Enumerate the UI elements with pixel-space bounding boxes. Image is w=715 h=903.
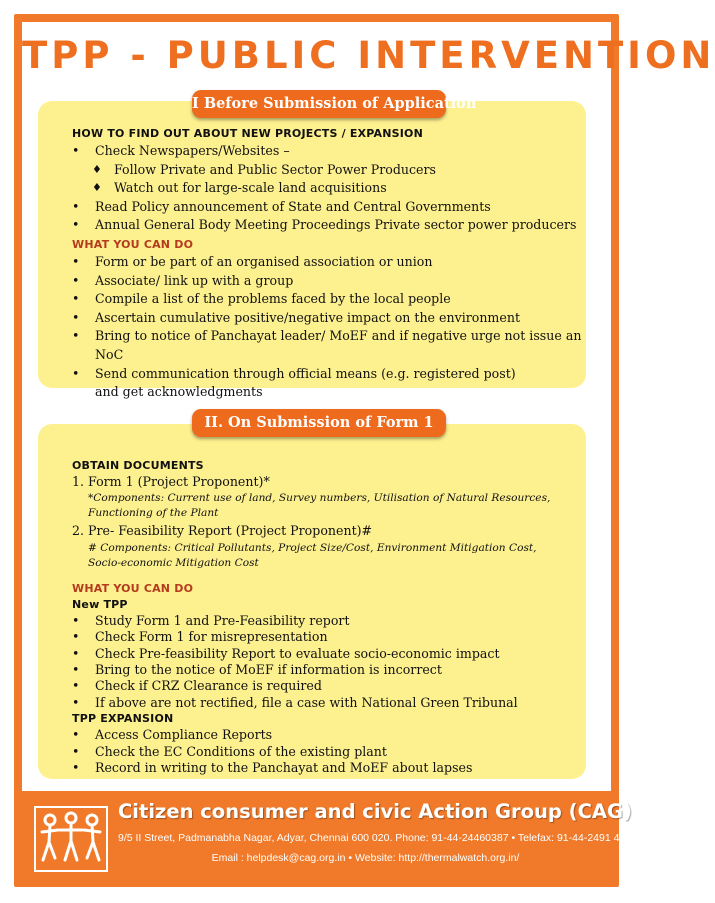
list-item: • Check if CRZ Clearance is required <box>72 678 582 694</box>
sub-list-item: ♦ Watch out for large-scale land acquisitions <box>72 179 582 198</box>
subheading-new-tpp: New TPP <box>72 597 128 611</box>
section1-header: I Before Submission of Application <box>192 90 446 118</box>
page-title: TPP - PUBLIC INTERVENTION <box>22 34 715 77</box>
subheading-tpp-expansion: TPP EXPANSION <box>72 712 174 726</box>
section1-heading-actions: WHAT YOU CAN DO <box>72 237 194 251</box>
sub-list-item: ♦ Follow Private and Public Sector Power Producers <box>72 161 582 180</box>
people-figures-icon <box>36 808 106 870</box>
list-item: • Compile a list of the problems faced by the local people <box>72 290 582 309</box>
find-list <box>72 142 582 235</box>
actions-list <box>72 253 582 402</box>
organization-address: 9/5 II Street, Padmanabha Nagar, Adyar, Chennai 600 020. Phone: 91-44-24460387 • Telefax: 91-44-2491 4358 <box>118 832 637 844</box>
list-item: • Check Form 1 for misrepresentation <box>72 629 582 645</box>
list-item: • If above are not rectified, file a case with National Green Tribunal <box>72 695 582 711</box>
section2-header: II. On Submission of Form 1 <box>192 409 446 437</box>
document-note: *Components: Current use of land, Survey numbers, Utilisation of Natural Resources, Functioning of the Plant <box>88 492 551 520</box>
documents-list <box>72 474 582 490</box>
list-item: • Read Policy announcement of State and Central Governments <box>72 198 582 217</box>
documents-list-2 <box>72 523 582 539</box>
section2-heading-actions: WHAT YOU CAN DO <box>72 581 194 595</box>
list-item: • Study Form 1 and Pre-Feasibility report <box>72 613 582 629</box>
document-note: # Components: Critical Pollutants, Project Size/Cost, Environment Mitigation Cost, Socio-economic Mitigation Cost <box>88 541 537 569</box>
organization-contact: Email : helpdesk@cag.org.in • Website: http://thermalwatch.org.in/ <box>211 852 520 864</box>
list-item: • Annual General Body Meeting Proceedings Private sector power producers <box>72 216 582 235</box>
document-item: 2. Pre- Feasibility Report (Project Proponent)# <box>72 523 373 539</box>
section2-content <box>72 458 582 776</box>
list-item: • Access Compliance Reports <box>72 727 582 743</box>
list-item: • Record in writing to the Panchayat and MoEF about lapses <box>72 760 582 776</box>
list-item: • Check Newspapers/Websites – <box>72 142 582 161</box>
list-item: • Send communication through official means (e.g. registered post) and get acknowledgments <box>72 365 582 402</box>
document-item: 1. Form 1 (Project Proponent)* <box>72 474 270 489</box>
new-tpp-list <box>72 613 582 711</box>
organization-name: Citizen consumer and civic Action Group (CAG) <box>118 800 632 823</box>
list-item: • Form or be part of an organised association or union <box>72 253 582 272</box>
expansion-list <box>72 727 582 776</box>
list-item: • Ascertain cumulative positive/negative impact on the environment <box>72 309 582 328</box>
list-item: • Associate/ link up with a group <box>72 272 582 291</box>
list-item: • Bring to notice of Panchayat leader/ MoEF and if negative urge not issue an NoC <box>72 327 582 364</box>
cag-logo <box>34 806 108 872</box>
section1-heading-find: HOW TO FIND OUT ABOUT NEW PROJECTS / EXPANSION <box>72 127 423 140</box>
list-item: • Check Pre-feasibility Report to evaluate socio-economic impact <box>72 646 582 662</box>
section2-heading-documents: OBTAIN DOCUMENTS <box>72 459 204 472</box>
list-item: • Bring to the notice of MoEF if information is incorrect <box>72 662 582 678</box>
section1-content <box>72 126 582 402</box>
list-item: • Check the EC Conditions of the existing plant <box>72 744 582 760</box>
